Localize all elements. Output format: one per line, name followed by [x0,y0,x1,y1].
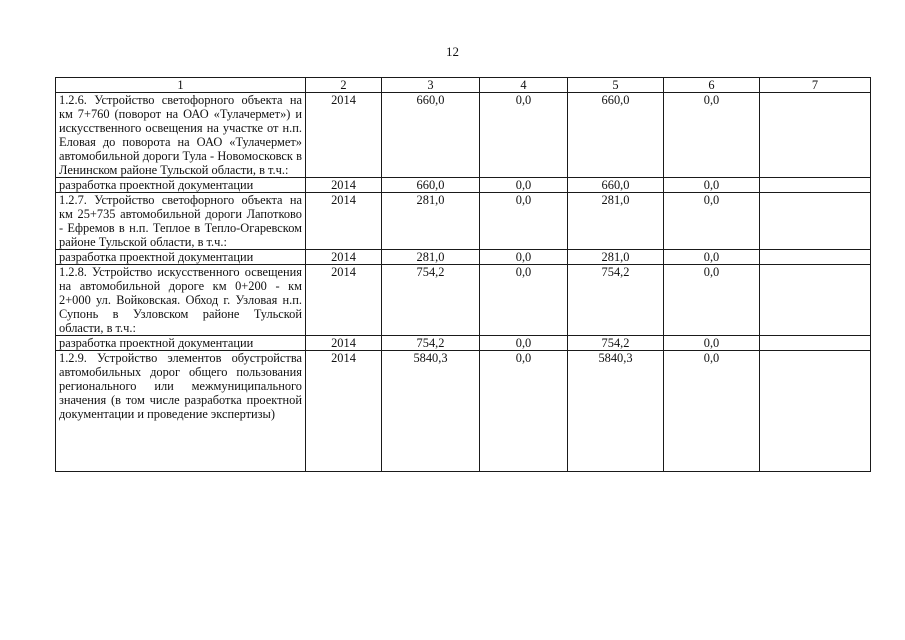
subitem-description: разработка проектной документации [56,178,306,193]
value-cell-7 [760,178,871,193]
budget-table [55,77,871,472]
column-header-7: 7 [760,78,871,93]
value-cell-5: 5840,3 [568,351,664,472]
header-row [56,78,871,93]
subitem-description: разработка проектной документации [56,250,306,265]
value-cell-5: 281,0 [568,193,664,250]
value-cell-5: 754,2 [568,336,664,351]
value-cell-7 [760,336,871,351]
year-cell: 2014 [306,193,382,250]
value-cell-4: 0,0 [480,193,568,250]
value-cell-6: 0,0 [664,93,760,178]
column-header-1: 1 [56,78,306,93]
value-cell-7 [760,193,871,250]
value-cell-5: 660,0 [568,93,664,178]
value-cell-4: 0,0 [480,265,568,336]
item-description: 1.2.9. Устройство элементов обустройства автомобильных дорог общего пользования регионального или межмуниципального значения (в том числе разработка проектной документации и проведение экспертизы) [56,351,306,472]
value-cell-3: 754,2 [382,336,480,351]
item-description: 1.2.7. Устройство светофорного объекта на км 25+735 автомобильной дороги Лапотково - Ефремов в н.п. Теплое в Тепло-Огаревском районе Тульской области, в т.ч.: [56,193,306,250]
value-cell-3: 5840,3 [382,351,480,472]
value-cell-6: 0,0 [664,250,760,265]
table-row [56,250,871,265]
value-cell-4: 0,0 [480,336,568,351]
value-cell-4: 0,0 [480,93,568,178]
page-number: 12 [446,44,459,59]
year-cell: 2014 [306,250,382,265]
value-cell-6: 0,0 [664,193,760,250]
value-cell-6: 0,0 [664,351,760,472]
value-cell-5: 660,0 [568,178,664,193]
table-row [56,93,871,178]
year-cell: 2014 [306,351,382,472]
value-cell-7 [760,351,871,472]
value-cell-3: 281,0 [382,193,480,250]
year-cell: 2014 [306,178,382,193]
table-row [56,336,871,351]
table-row [56,265,871,336]
table-row [56,351,871,472]
value-cell-3: 754,2 [382,265,480,336]
item-description: 1.2.6. Устройство светофорного объекта на км 7+760 (поворот на ОАО «Тулачермет») и искусственного освещения на участке от н.п. Еловая до поворота на ОАО «Тулачермет» автомобильной дороги Тула - Новомосковск в Ленинском районе Тульской области, в т.ч.: [56,93,306,178]
column-header-3: 3 [382,78,480,93]
year-cell: 2014 [306,93,382,178]
value-cell-5: 281,0 [568,250,664,265]
table-row [56,193,871,250]
value-cell-3: 660,0 [382,178,480,193]
item-description: 1.2.8. Устройство искусственного освещения на автомобильной дороге км 0+200 - км 2+000 ул. Войковская. Обход г. Узловая н.п. Супонь в Узловском районе Тульской области, в т.ч.: [56,265,306,336]
value-cell-7 [760,93,871,178]
value-cell-4: 0,0 [480,250,568,265]
value-cell-7 [760,265,871,336]
table-row [56,178,871,193]
column-header-6: 6 [664,78,760,93]
value-cell-4: 0,0 [480,178,568,193]
value-cell-5: 754,2 [568,265,664,336]
column-header-5: 5 [568,78,664,93]
value-cell-6: 0,0 [664,265,760,336]
subitem-description: разработка проектной документации [56,336,306,351]
column-header-4: 4 [480,78,568,93]
year-cell: 2014 [306,265,382,336]
column-header-2: 2 [306,78,382,93]
value-cell-4: 0,0 [480,351,568,472]
value-cell-6: 0,0 [664,178,760,193]
value-cell-7 [760,250,871,265]
year-cell: 2014 [306,336,382,351]
value-cell-3: 660,0 [382,93,480,178]
value-cell-6: 0,0 [664,336,760,351]
value-cell-3: 281,0 [382,250,480,265]
